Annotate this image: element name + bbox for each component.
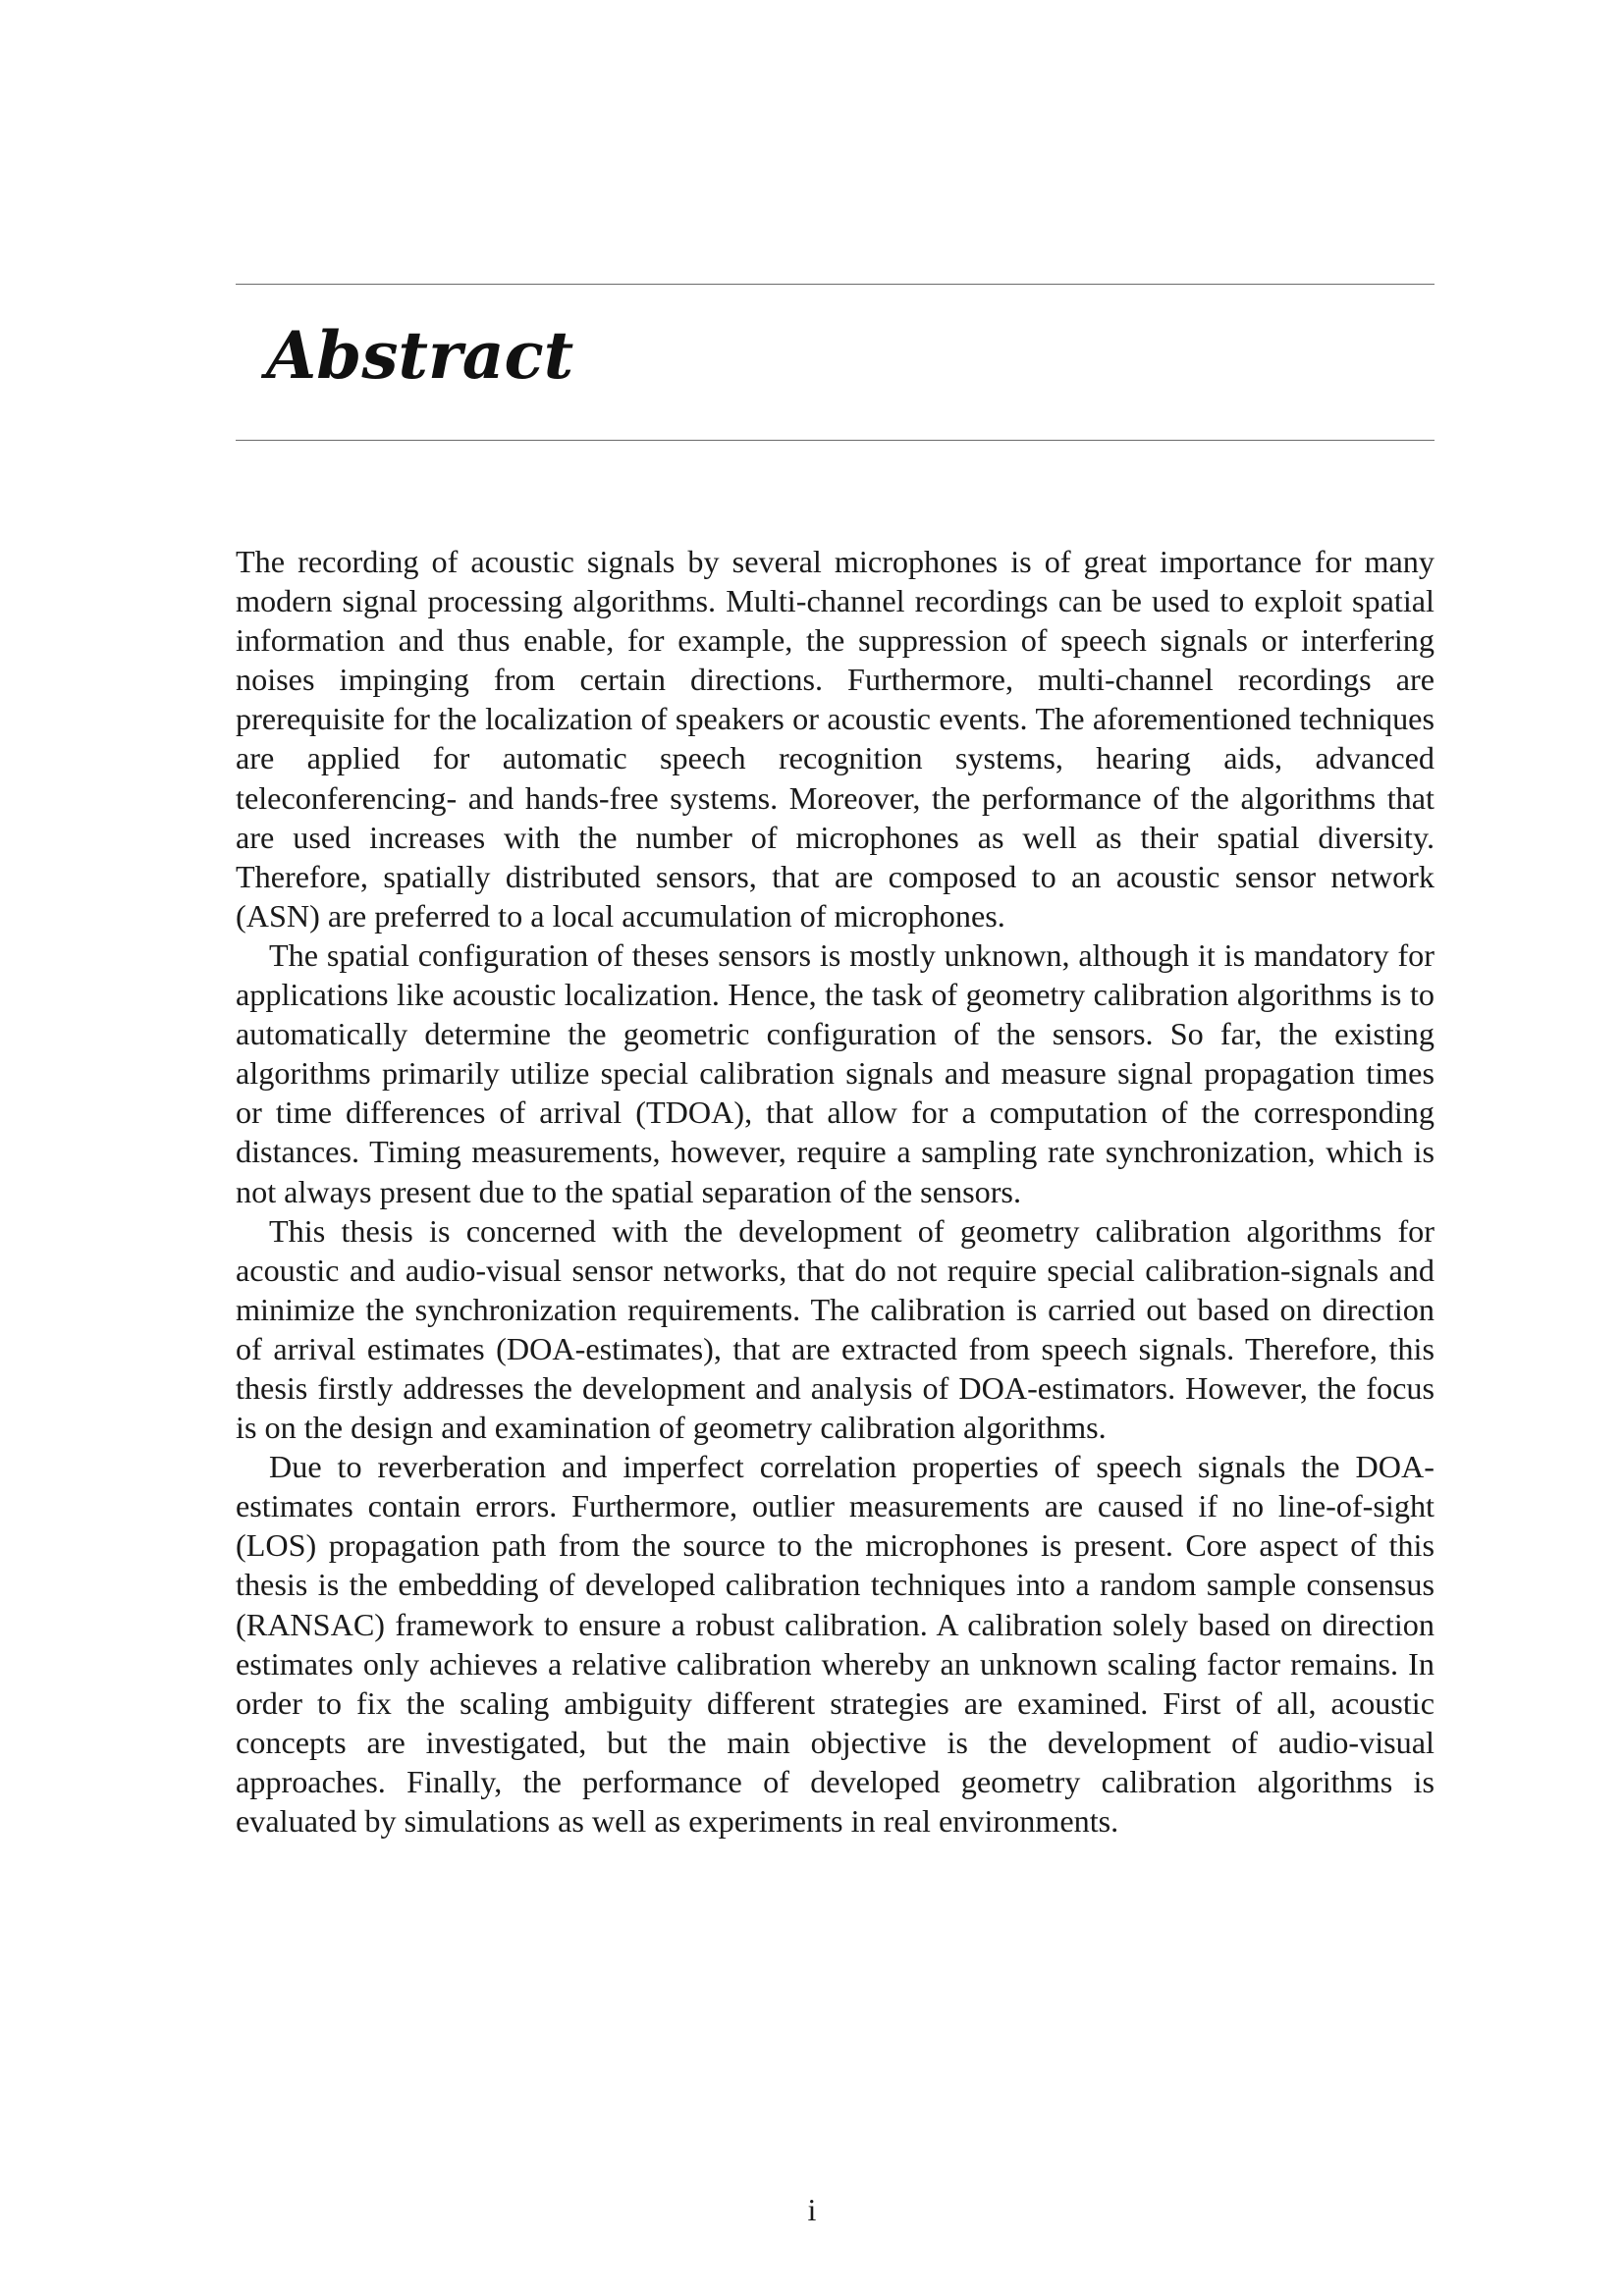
abstract-paragraph-1: The recording of acoustic signals by several microphones is of great importance for many modern signal processing algorithms. Multi-channel recordings can be used to exploit spatial information and thus enable, for example, the suppression of speech signals or interfering noises impinging from certain directions. Furthermore, multi-channel recordings are prerequisite for the localization of speakers or acoustic events. The aforementioned techniques are applied for automatic speech recognition systems, hearing aids, advanced teleconferencing- and hands-free systems. Moreover, the performance of the algorithms that are used increases with the number of microphones as well as their spatial diversity. Therefore, spatially distributed sensors, that are composed to an acoustic sensor network (ASN) are preferred to a local accumulation of microphones. <box>236 544 1435 934</box>
title-rule-bottom <box>236 440 1435 441</box>
page-title: Abstract <box>266 317 574 394</box>
page-number: i <box>807 2192 817 2227</box>
abstract-paragraph-4: Due to reverberation and imperfect correlation properties of speech signals the DOA-estimates contain errors. Furthermore, outlier measurements are caused if no line-of-sight (LOS) propagation path from the source to the microphones is present. Core aspect of this thesis is the embedding of developed calibration techniques into a random sample consensus (RANSAC) framework to ensure a robust calibration. A calibration solely based on direction estimates only achieves a relative calibration whereby an unknown scaling factor remains. In order to fix the scaling ambiguity different strategies are examined. First of all, acoustic concepts are investigated, but the main objective is the development of audio-visual approaches. Finally, the performance of developed geometry calibration algorithms is evaluated by simulations as well as experiments in real environments. <box>236 1449 1435 1839</box>
title-rule-top <box>236 284 1435 285</box>
abstract-paragraph-3: This thesis is concerned with the development of geometry calibration algorithms for acoustic and audio-visual sensor networks, that do not require special calibration-signals and minimize the synchronization requirements. The calibration is carried out based on direction of arrival estimates (DOA-estimates), that are extracted from speech signals. Therefore, this thesis firstly addresses the development and analysis of DOA-estimators. However, the focus is on the design and examination of geometry calibration algorithms. <box>236 1212 1435 1446</box>
abstract-paragraph-2: The spatial configuration of theses sensors is mostly unknown, although it is mandatory for applications like acoustic localization. Hence, the task of geometry calibration algorithms is to automatically determine the geometric configuration of the sensors. So far, the existing algorithms primarily utilize special calibration signals and measure signal propagation times or time differences of arrival (TDOA), that allow for a computation of the corresponding distances. Timing measurements, however, require a sampling rate synchronization, which is not always present due to the spatial separation of the sensors. <box>236 936 1435 1209</box>
abstract-body <box>236 542 1435 1841</box>
